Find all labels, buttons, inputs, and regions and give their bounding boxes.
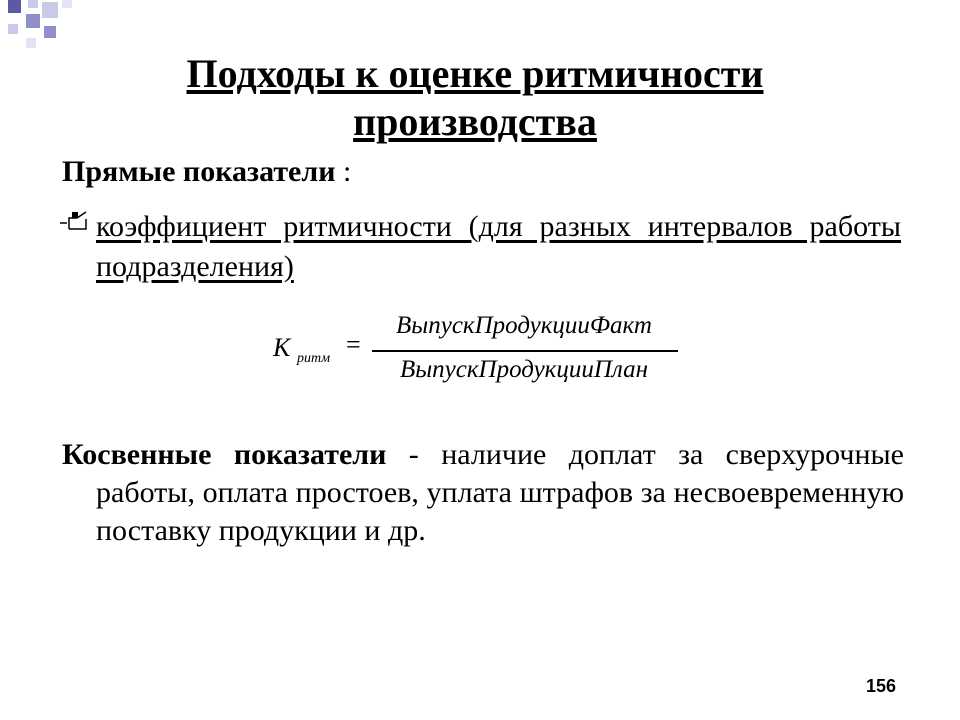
title-line-2: производства (353, 99, 597, 144)
formula-numerator: ВыпускПродукцииФакт (396, 312, 652, 339)
formula-subscript: ритм (297, 351, 331, 366)
direct-indicators-heading (62, 152, 351, 192)
rhythm-coefficient-formula (266, 312, 686, 392)
title-line-1: Подходы к оценке ритмичности (186, 51, 764, 96)
formula-denominator: ВыпускПродукцииПлан (399, 356, 649, 383)
sheet-corner-icon (58, 209, 92, 233)
indirect-indicators-text: - наличие доплат за сверхурочные работы, оплата простоев, уплата штрафов за несвоевременную поставку продукции и др. (96, 438, 905, 547)
bullet-text: коэффициент ритмичности (для разных интервалов работы подразделения) (96, 210, 901, 283)
slide-title (100, 50, 850, 146)
direct-indicators-suffix: : (335, 155, 352, 188)
indirect-indicators-label: Косвенные показатели (62, 438, 387, 471)
indirect-indicators-paragraph (62, 436, 904, 550)
formula-equals: = (346, 330, 361, 359)
page-number: 156 (866, 676, 897, 696)
direct-indicators-label: Прямые показатели (62, 155, 336, 188)
fraction-bar (372, 350, 678, 352)
corner-decoration (0, 0, 80, 60)
formula-symbol: K (273, 333, 291, 362)
